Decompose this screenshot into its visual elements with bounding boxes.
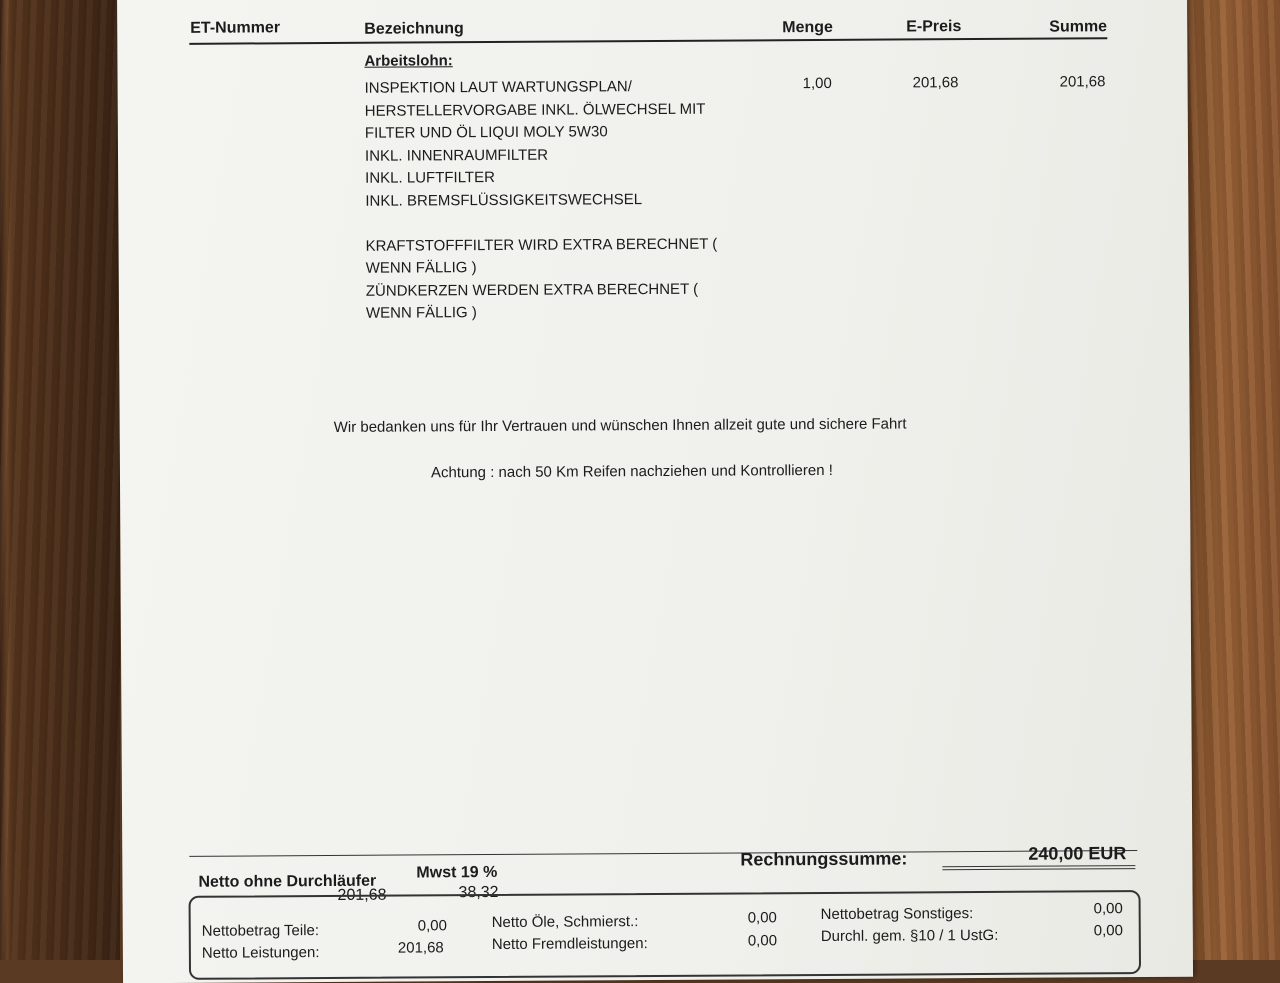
wood-background-right (1185, 0, 1280, 960)
col-header-summe: Summe (1049, 18, 1108, 36)
section-title: Arbeitslohn: (364, 52, 453, 70)
item-line: WENN FÄLLIG ) (365, 304, 477, 322)
warning-message: Achtung : nach 50 Km Reifen nachziehen und Kontrollieren ! (430, 461, 833, 482)
wood-background-left (0, 0, 120, 960)
item-line: ZÜNDKERZEN WERDEN EXTRA BERECHNET ( (365, 280, 699, 300)
item-e-preis: 201,68 (912, 74, 959, 92)
oele-value: 0,00 (747, 909, 777, 927)
header-rule (189, 37, 1107, 45)
col-header-bezeichnung: Bezeichnung (364, 20, 464, 38)
mwst-label: Mwst 19 % (416, 863, 498, 882)
item-line: INSPEKTION LAUT WARTUNGSPLAN/ (364, 78, 632, 97)
item-line: INKL. BREMSFLÜSSIGKEITSWECHSEL (365, 190, 643, 210)
durchl-label: Durchl. gem. §10 / 1 UstG: (820, 926, 999, 945)
item-line: WENN FÄLLIG ) (365, 259, 477, 277)
oele-label: Netto Öle, Schmierst.: (491, 913, 639, 932)
fremd-value: 0,00 (747, 932, 778, 950)
netto-ohne-value: 201,68 (337, 886, 387, 904)
col-header-menge: Menge (782, 18, 833, 37)
item-line: HERSTELLERVORGABE INKL. ÖLWECHSEL MIT (364, 100, 706, 120)
item-description (365, 76, 718, 326)
col-header-et-nummer: ET-Nummer (190, 19, 281, 37)
sonstiges-value: 0,00 (1093, 900, 1123, 918)
rechnungssumme-value: 240,00 EUR (1028, 843, 1127, 864)
totals-rule (189, 850, 1137, 857)
item-line: KRAFTSTOFFFILTER WIRD EXTRA BERECHNET ( (365, 235, 718, 255)
item-summe: 201,68 (1059, 73, 1106, 91)
sonstiges-label: Nettobetrag Sonstiges: (820, 905, 974, 923)
item-menge: 1,00 (802, 74, 832, 93)
item-line (365, 211, 717, 236)
leistungen-value: 201,68 (397, 939, 444, 957)
sum-double-underline (942, 868, 1135, 870)
teile-label: Nettobetrag Teile: (201, 922, 320, 940)
mwst-value: 38,32 (458, 883, 499, 902)
teile-value: 0,00 (417, 917, 447, 935)
item-line: INKL. INNENRAUMFILTER (364, 146, 549, 165)
item-line: INKL. LUFTFILTER (365, 168, 495, 187)
sum-underline (942, 865, 1135, 867)
leistungen-label: Netto Leistungen: (201, 944, 320, 962)
col-header-e-preis: E-Preis (906, 18, 962, 36)
item-line: FILTER UND ÖL LIQUI MOLY 5W30 (364, 123, 608, 142)
invoice-page (117, 0, 1193, 983)
fremd-label: Netto Fremdleistungen: (491, 935, 648, 954)
durchl-value: 0,00 (1093, 922, 1124, 940)
netto-ohne-label: Netto ohne Durchläufer (198, 872, 377, 891)
thanks-message: Wir bedanken uns für Ihr Vertrauen und wünschen Ihnen allzeit gute und sichere Fahrt (333, 415, 907, 436)
rechnungssumme-label: Rechnungssumme: (740, 848, 908, 870)
